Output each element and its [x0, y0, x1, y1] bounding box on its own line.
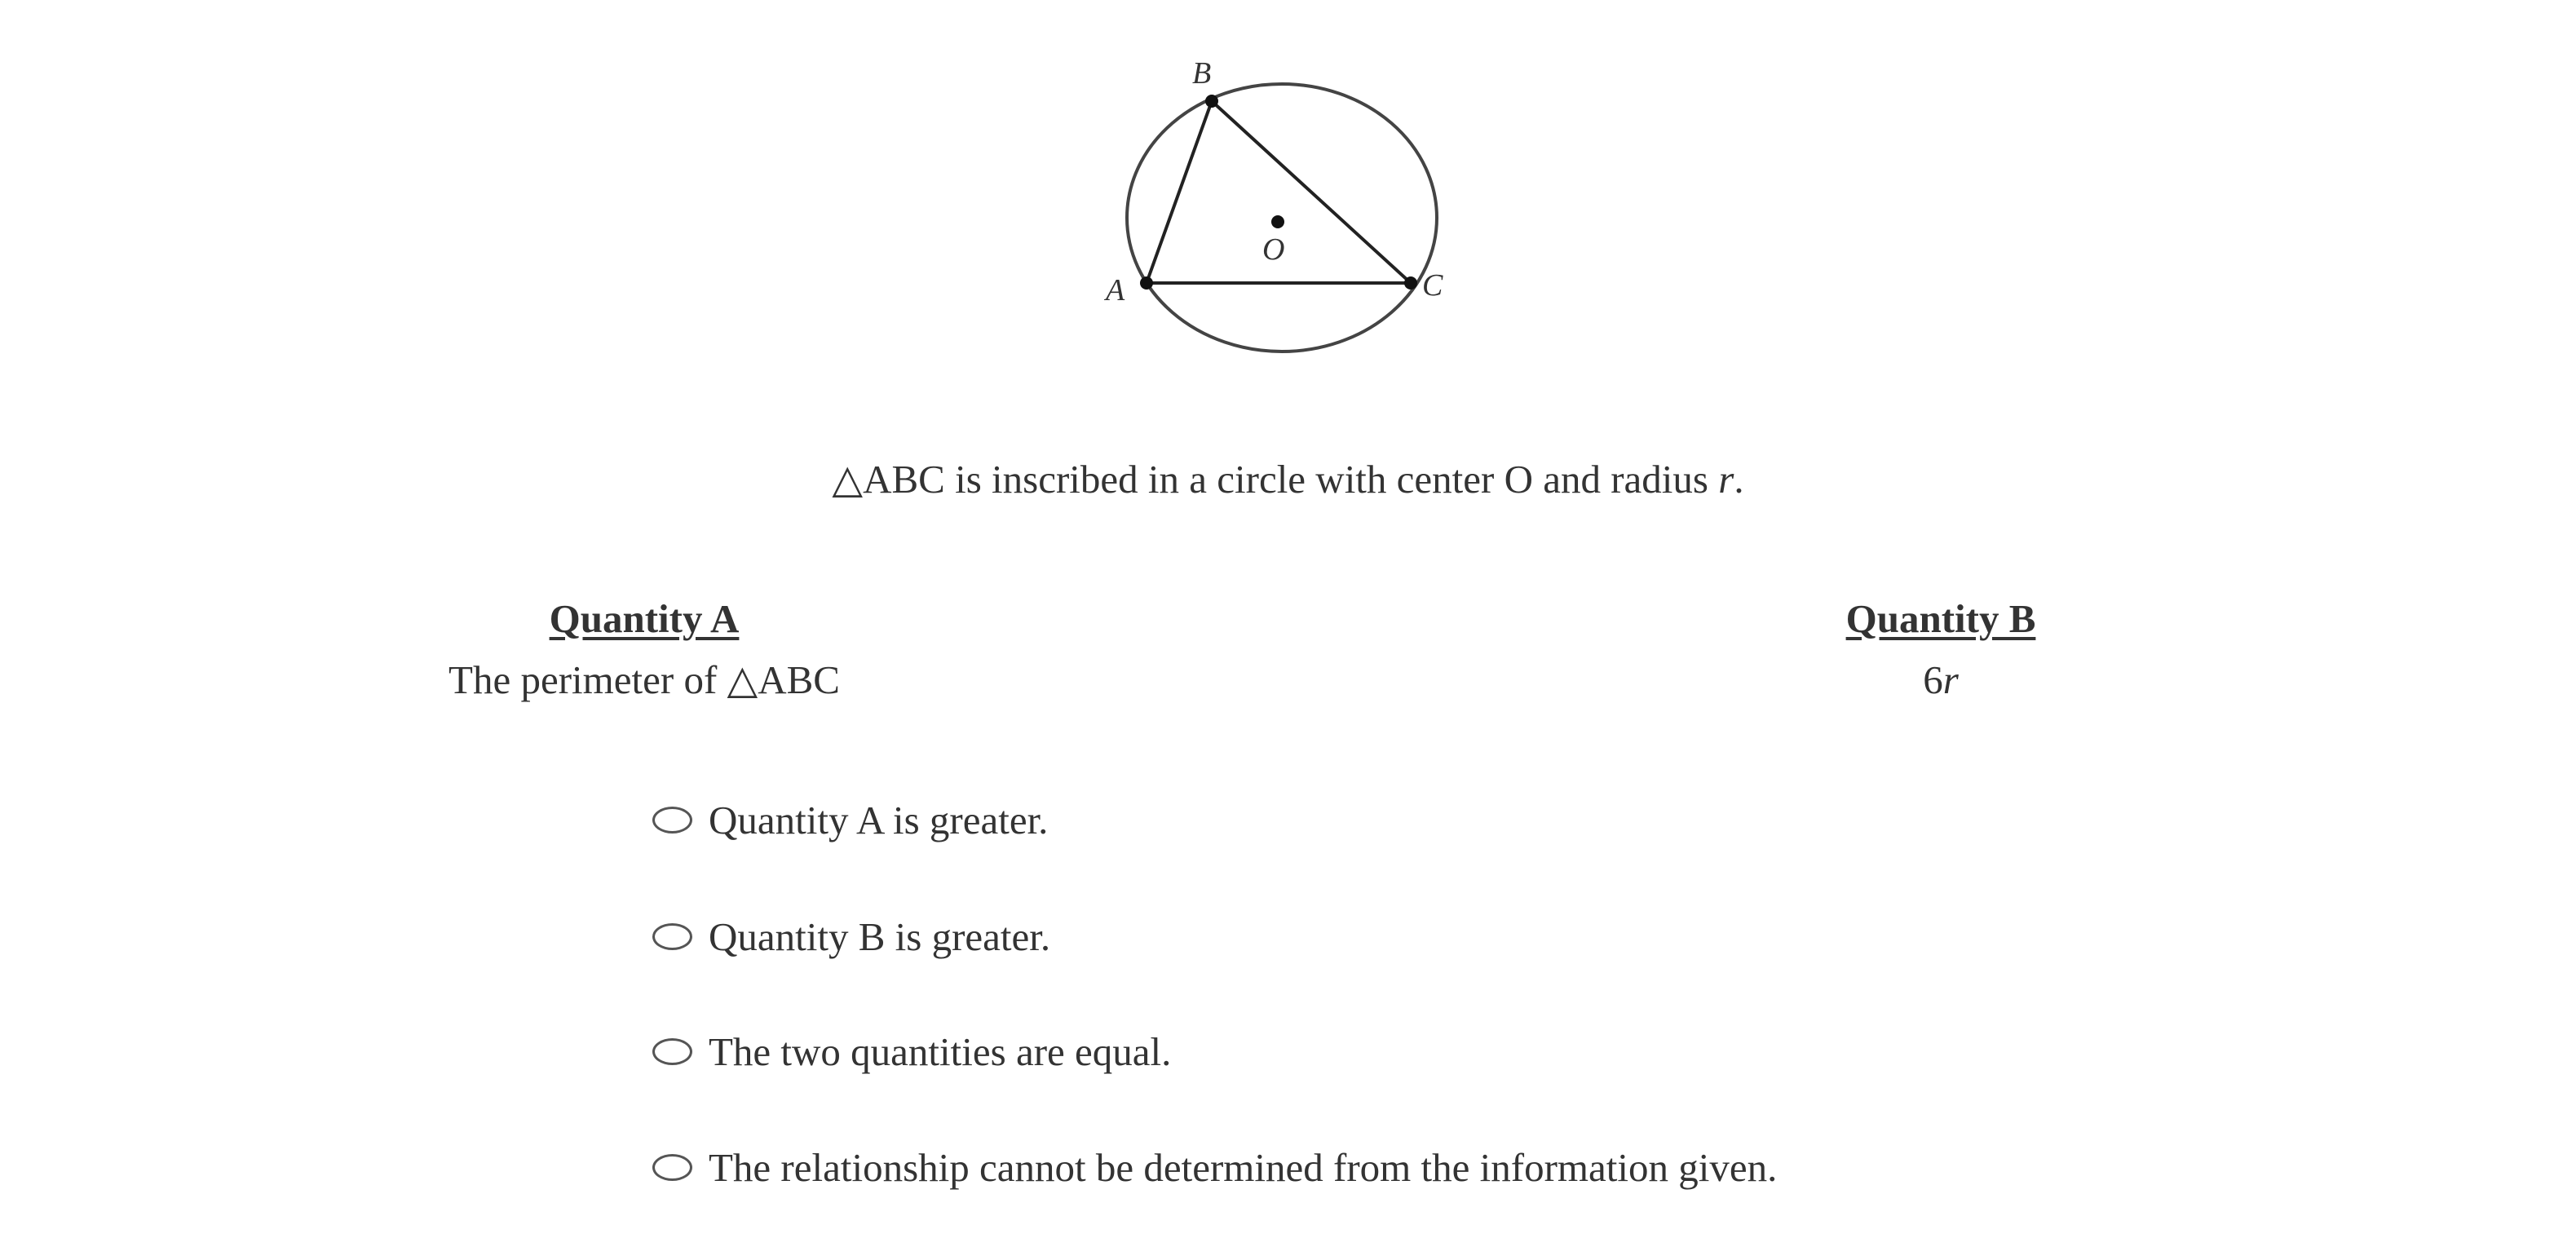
center-o-dot: [1271, 215, 1284, 228]
answer-choice-label: The relationship cannot be determined from the information given.: [709, 1144, 1778, 1190]
label-a: A: [1106, 273, 1125, 307]
quantity-a-header: Quantity A: [549, 596, 740, 641]
vertex-b-dot: [1205, 95, 1218, 108]
quantity-b-column: [1615, 592, 2267, 714]
vertex-a-dot: [1140, 276, 1153, 290]
radio-icon[interactable]: [652, 1038, 692, 1065]
question-stem: [0, 455, 2576, 504]
stem-variable: r: [1718, 457, 1734, 502]
label-b: B: [1192, 56, 1212, 91]
label-c: C: [1422, 268, 1443, 303]
answer-choice-d[interactable]: [652, 1130, 1957, 1204]
quantity-a-column: [310, 592, 979, 714]
label-o: O: [1262, 232, 1285, 267]
answer-choice-c[interactable]: [652, 1015, 1957, 1088]
quantity-b-value: [1615, 646, 2267, 714]
answer-choice-label: The two quantities are equal.: [709, 1028, 1172, 1074]
quantity-b-coefficient: 6: [1923, 657, 1943, 702]
quantity-b-header: Quantity B: [1845, 596, 2036, 641]
radio-icon[interactable]: [652, 807, 692, 834]
stem-period: .: [1734, 457, 1744, 502]
vertex-c-dot: [1404, 276, 1417, 290]
answer-choice-a[interactable]: [652, 783, 1957, 856]
stem-text: △ABC is inscribed in a circle with center O and radius: [832, 457, 1719, 502]
answer-choice-b[interactable]: [652, 900, 1957, 973]
quantity-b-variable: r: [1942, 657, 1959, 702]
answer-choice-label: Quantity A is greater.: [709, 797, 1049, 842]
quantity-a-value: The perimeter of △ABC: [448, 657, 840, 702]
answer-choice-label: Quantity B is greater.: [709, 913, 1051, 959]
circle-triangle-figure: [1093, 33, 1476, 375]
radio-icon[interactable]: [652, 923, 692, 950]
radio-icon[interactable]: [652, 1154, 692, 1181]
